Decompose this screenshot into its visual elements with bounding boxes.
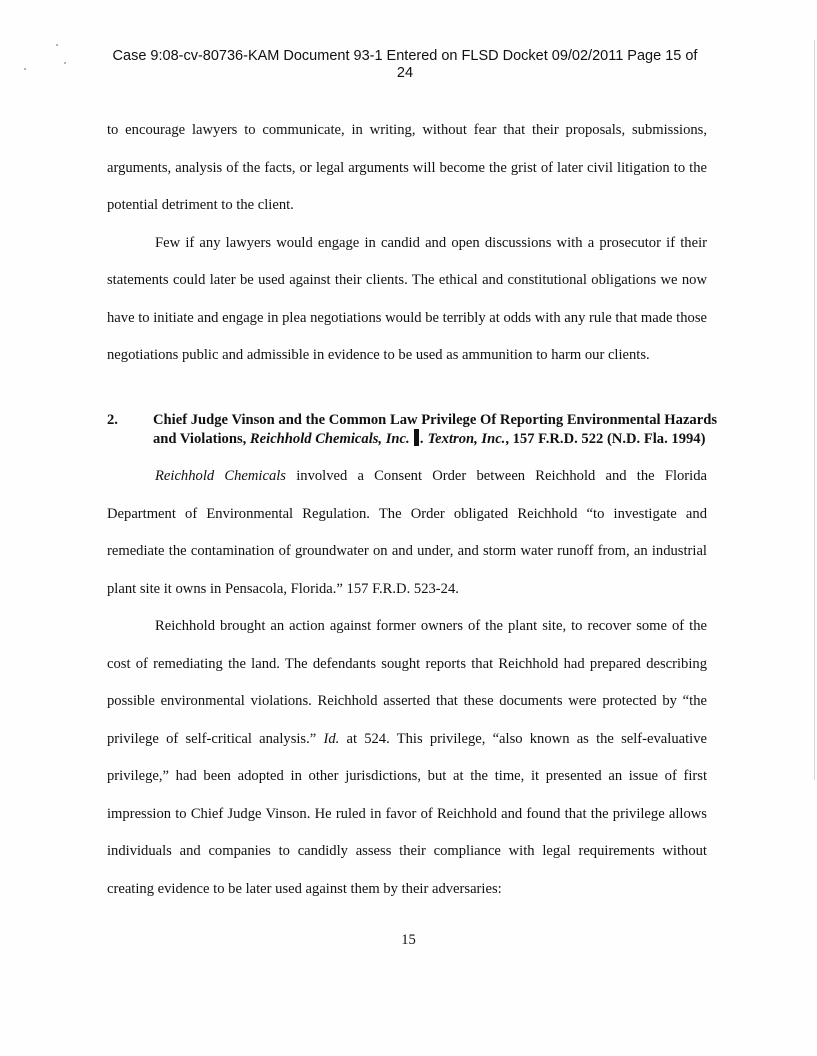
header-line-2: 24 — [396, 65, 414, 81]
scan-edge-line — [814, 40, 815, 780]
section-heading — [107, 412, 717, 448]
paragraph-3-block — [107, 458, 707, 908]
paragraph-3-text: involved a Consent Order between Reichhold and the Florida Department of Environmental Regulation. The Order obligated Reichhold “to investigate and remediate the contamination of groundwater on and under, and storm water runoff from, an industrial plant site it owns in Pensacola, Florida.” 157 F.R.D. 523-24. — [107, 468, 707, 597]
paragraph-2: Few if any lawyers would engage in candid and open discussions with a prosecutor if their statements could later be used against their clients. The ethical and constitutional obligations we now have to initiate and engage in plea negotiations would be terribly at odds with any rule that made those negotiations public and admissible in evidence to be used as ammunition to harm our clients. — [107, 234, 707, 363]
paragraph-3-case: Reichhold Chemicals — [155, 468, 286, 484]
paragraph-3 — [107, 458, 707, 608]
docket-header — [60, 48, 750, 82]
section-case-name: Reichhold Chemicals, Inc. — [249, 431, 410, 447]
scan-speck — [24, 68, 26, 70]
section-title-main: Chief Judge Vinson and the Common Law Privilege Of Reporting Environmental Hazards and Violations, — [153, 412, 717, 447]
paragraph-1: to encourage lawyers to communicate, in writing, without fear that their proposals, submissions, arguments, analysis of the facts, or legal arguments will become the grist of later civil litigation to the potential detriment to the client. — [107, 122, 707, 213]
paragraph-1-block — [107, 112, 707, 375]
paragraph-4-text-b: at 524. This privilege, “also known as the self-evaluative privilege,” had been adopted in other jurisdictions, but at the time, it presented an issue of first impression to Chief Judge Vinson. He ruled in favor of Reichhold and found that the privilege allows individuals and companies to candidly assess their compliance with legal requirements without creating evidence to be later used against them by their adversaries: — [107, 730, 707, 897]
paragraph-4 — [107, 608, 707, 908]
section-title — [153, 412, 717, 448]
section-versus: . Textron, Inc. — [420, 431, 506, 447]
page-number: 15 — [401, 932, 416, 948]
section-citation: , 157 F.R.D. 522 (N.D. Fla. 1994) — [505, 431, 706, 447]
redaction-mark — [414, 429, 419, 446]
header-line-1: Case 9:08-cv-80736-KAM Document 93-1 Entered on FLSD Docket 09/02/2011 Page 15 of — [112, 48, 698, 64]
paragraph-4-text-a: Reichhold brought an action against former owners of the plant site, to recover some of the cost of remediating the land. The defendants sought reports that Reichhold had prepared describing possible environmental violations. Reichhold asserted that these documents were protected by “the privilege of self-critical analysis.” — [107, 618, 707, 747]
scan-speck — [56, 44, 58, 46]
section-number: 2. — [107, 412, 118, 428]
paragraph-4-id-cite: Id. — [323, 730, 340, 747]
